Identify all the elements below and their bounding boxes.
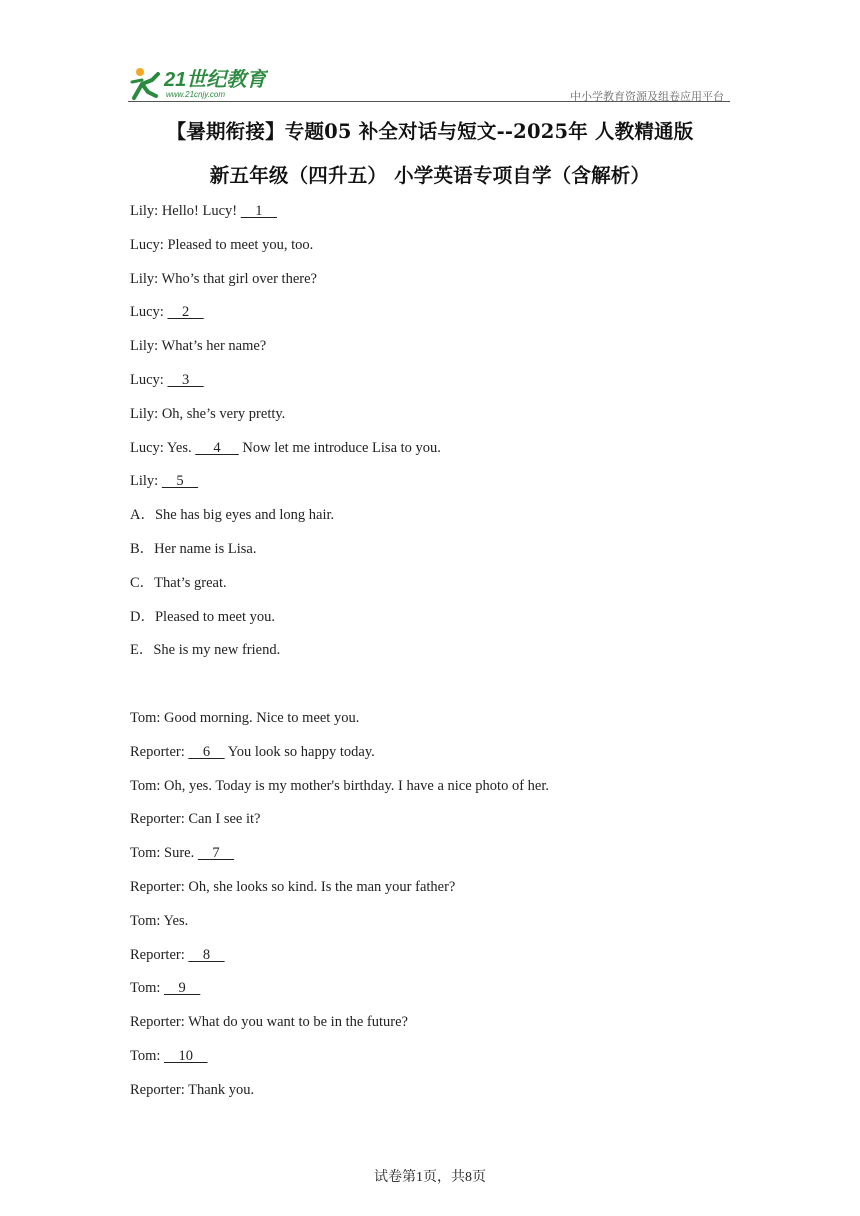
dialogue-line: Tom: 10: [130, 1045, 730, 1079]
answer-blank-7: 7: [197, 845, 235, 862]
dialogue-line: Reporter: Thank you.: [130, 1081, 255, 1098]
dialogue-line: Lucy: 3: [130, 369, 730, 403]
answer-blank-6: 6: [188, 743, 225, 760]
dialogue-line: Tom: 9: [130, 977, 730, 1011]
answer-blank-8: 8: [188, 946, 225, 963]
header-divider: [128, 101, 730, 102]
answer-blank-4: 4: [195, 439, 239, 456]
option-b: B．Her name is Lisa.: [130, 540, 257, 557]
dialogue-line: Lucy: 2: [130, 301, 730, 335]
dialogue-line: Tom: Sure. 7: [130, 842, 730, 876]
dialogue-line: Reporter: Can I see it?: [130, 811, 261, 828]
dialogue-line: Lily: What’s her name?: [130, 338, 267, 355]
dialogue-line: Lily: 5: [130, 470, 730, 504]
dialogue-line: Tom: Yes.: [130, 912, 189, 929]
dialogue-line: Lily: Oh, she’s very pretty.: [130, 405, 286, 422]
option-e: E．She is my new friend.: [130, 642, 281, 659]
answer-blank-1: 1: [240, 203, 277, 219]
answer-blank-10: 10: [164, 1047, 208, 1064]
answer-blank-5: 5: [161, 473, 199, 490]
svg-text:21世纪教育: 21世纪教育: [164, 69, 267, 91]
option-a: A．She has big eyes and long hair.: [130, 507, 335, 524]
page-number-footer: 试卷第1页，共8页: [374, 1170, 486, 1185]
page-header: [128, 62, 730, 102]
answer-blank-2: 2: [167, 304, 204, 321]
dialogue-line: Tom: Good morning. Nice to meet you.: [130, 709, 360, 726]
document-title-line-1: 【暑期衔接】专题05 补全对话与短文--2025年 人教精通版: [166, 120, 694, 143]
svg-text:www.21cnjy.com: www.21cnjy.com: [166, 90, 225, 99]
dialogue-line: Reporter: 8: [130, 944, 730, 978]
logo: [128, 62, 268, 102]
document-title-line-2: 新五年级（四升五） 小学英语专项自学（含解析）: [209, 164, 651, 187]
section-spacer: [130, 673, 730, 707]
answer-blank-9: 9: [164, 980, 201, 997]
dialogue-line: Lucy: Pleased to meet you, too.: [130, 236, 314, 253]
option-c: C．That’s great.: [130, 574, 227, 591]
exercise-content: [130, 200, 730, 1113]
dialogue-line: Lily: Hello! Lucy! 1: [130, 200, 730, 234]
option-d: D．Pleased to meet you.: [130, 608, 275, 625]
dialogue-line: Reporter: Oh, she looks so kind. Is the man your father?: [130, 878, 456, 895]
dialogue-line: Tom: Oh, yes. Today is my mother's birthday. I have a nice photo of her.: [130, 777, 549, 794]
dialogue-line: Reporter: What do you want to be in the future?: [130, 1014, 408, 1031]
header-tagline: 中小学教育资源及组卷应用平台: [570, 90, 724, 103]
dialogue-line: Reporter: 6 You look so happy today.: [130, 741, 730, 775]
dialogue-line: Lucy: Yes. 4 Now let me introduce Lisa to you.: [130, 437, 730, 471]
answer-blank-3: 3: [167, 371, 204, 388]
dialogue-line: Lily: Who’s that girl over there?: [130, 270, 317, 287]
